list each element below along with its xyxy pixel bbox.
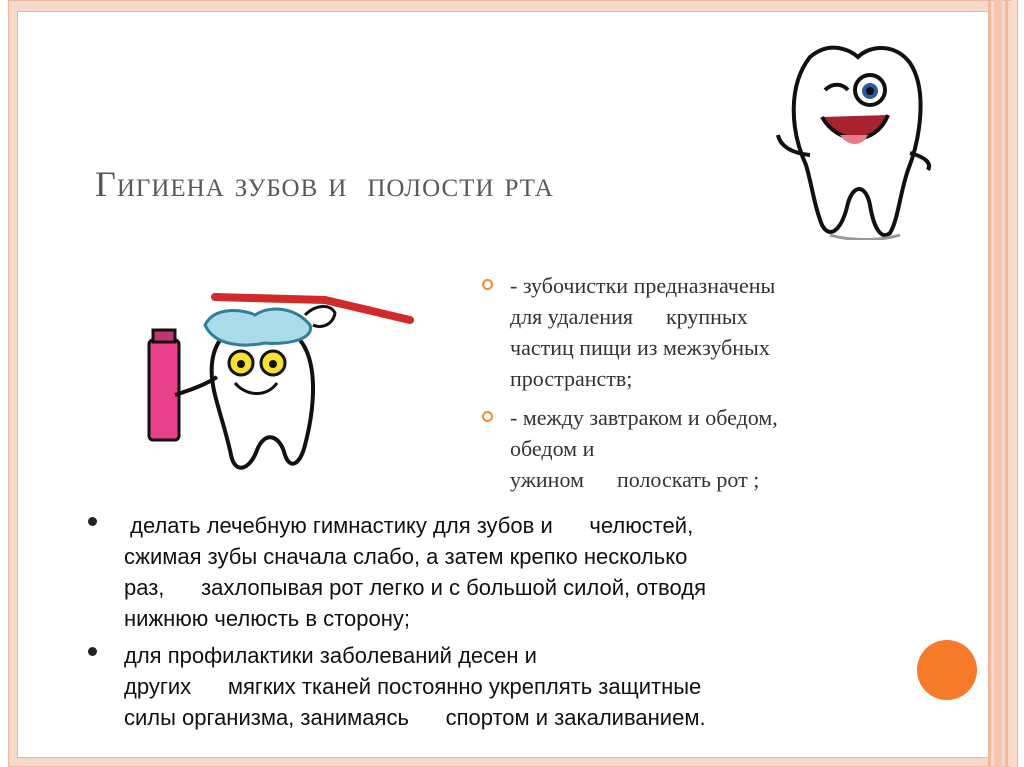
- list-item: [88, 640, 908, 733]
- list-item: [88, 510, 908, 634]
- bullet-line: силы организма, занимаясь спортом и закаливанием.: [124, 705, 706, 730]
- slide-title: Гигиена зубов и полости рта: [95, 164, 554, 204]
- lower-bullet-list: [88, 510, 908, 739]
- bullet-dot-icon: [88, 647, 97, 656]
- bullet-line: для удаления крупных: [510, 304, 748, 329]
- bullet-line: пространств;: [510, 366, 633, 391]
- bullet-line: нижнюю челюсть в сторону;: [124, 606, 410, 631]
- bullet-ring-icon: [482, 411, 493, 422]
- bullet-line: для профилактики заболеваний десен и: [124, 643, 537, 668]
- list-item: [480, 270, 920, 394]
- bullet-line: частиц пищи из межзубных: [510, 335, 770, 360]
- bullet-line: делать лечебную гимнастику для зубов и челюстей,: [124, 513, 694, 538]
- tooth-mascot-icon: [770, 35, 940, 240]
- decorative-orange-circle: [917, 640, 977, 700]
- bullet-line: раз, захлопывая рот легко и с большой силой, отводя: [124, 575, 707, 600]
- bullet-line: сжимая зубы сначала слабо, а затем крепко несколько: [124, 544, 688, 569]
- bullet-line: других мягких тканей постоянно укреплять защитные: [124, 674, 702, 699]
- bullet-dot-icon: [88, 517, 97, 526]
- list-item: [480, 402, 920, 495]
- bullet-line: - зубочистки предназначены: [510, 273, 776, 298]
- tooth-with-toothbrush-icon: [135, 285, 415, 485]
- bullet-ring-icon: [482, 279, 493, 290]
- bullet-line: ужином полоскать рот ;: [510, 467, 760, 492]
- upper-bullet-list: [480, 270, 920, 503]
- bullet-line: обедом и: [510, 436, 595, 461]
- decorative-stripes: [988, 0, 1018, 767]
- bullet-line: - между завтраком и обедом,: [510, 405, 778, 430]
